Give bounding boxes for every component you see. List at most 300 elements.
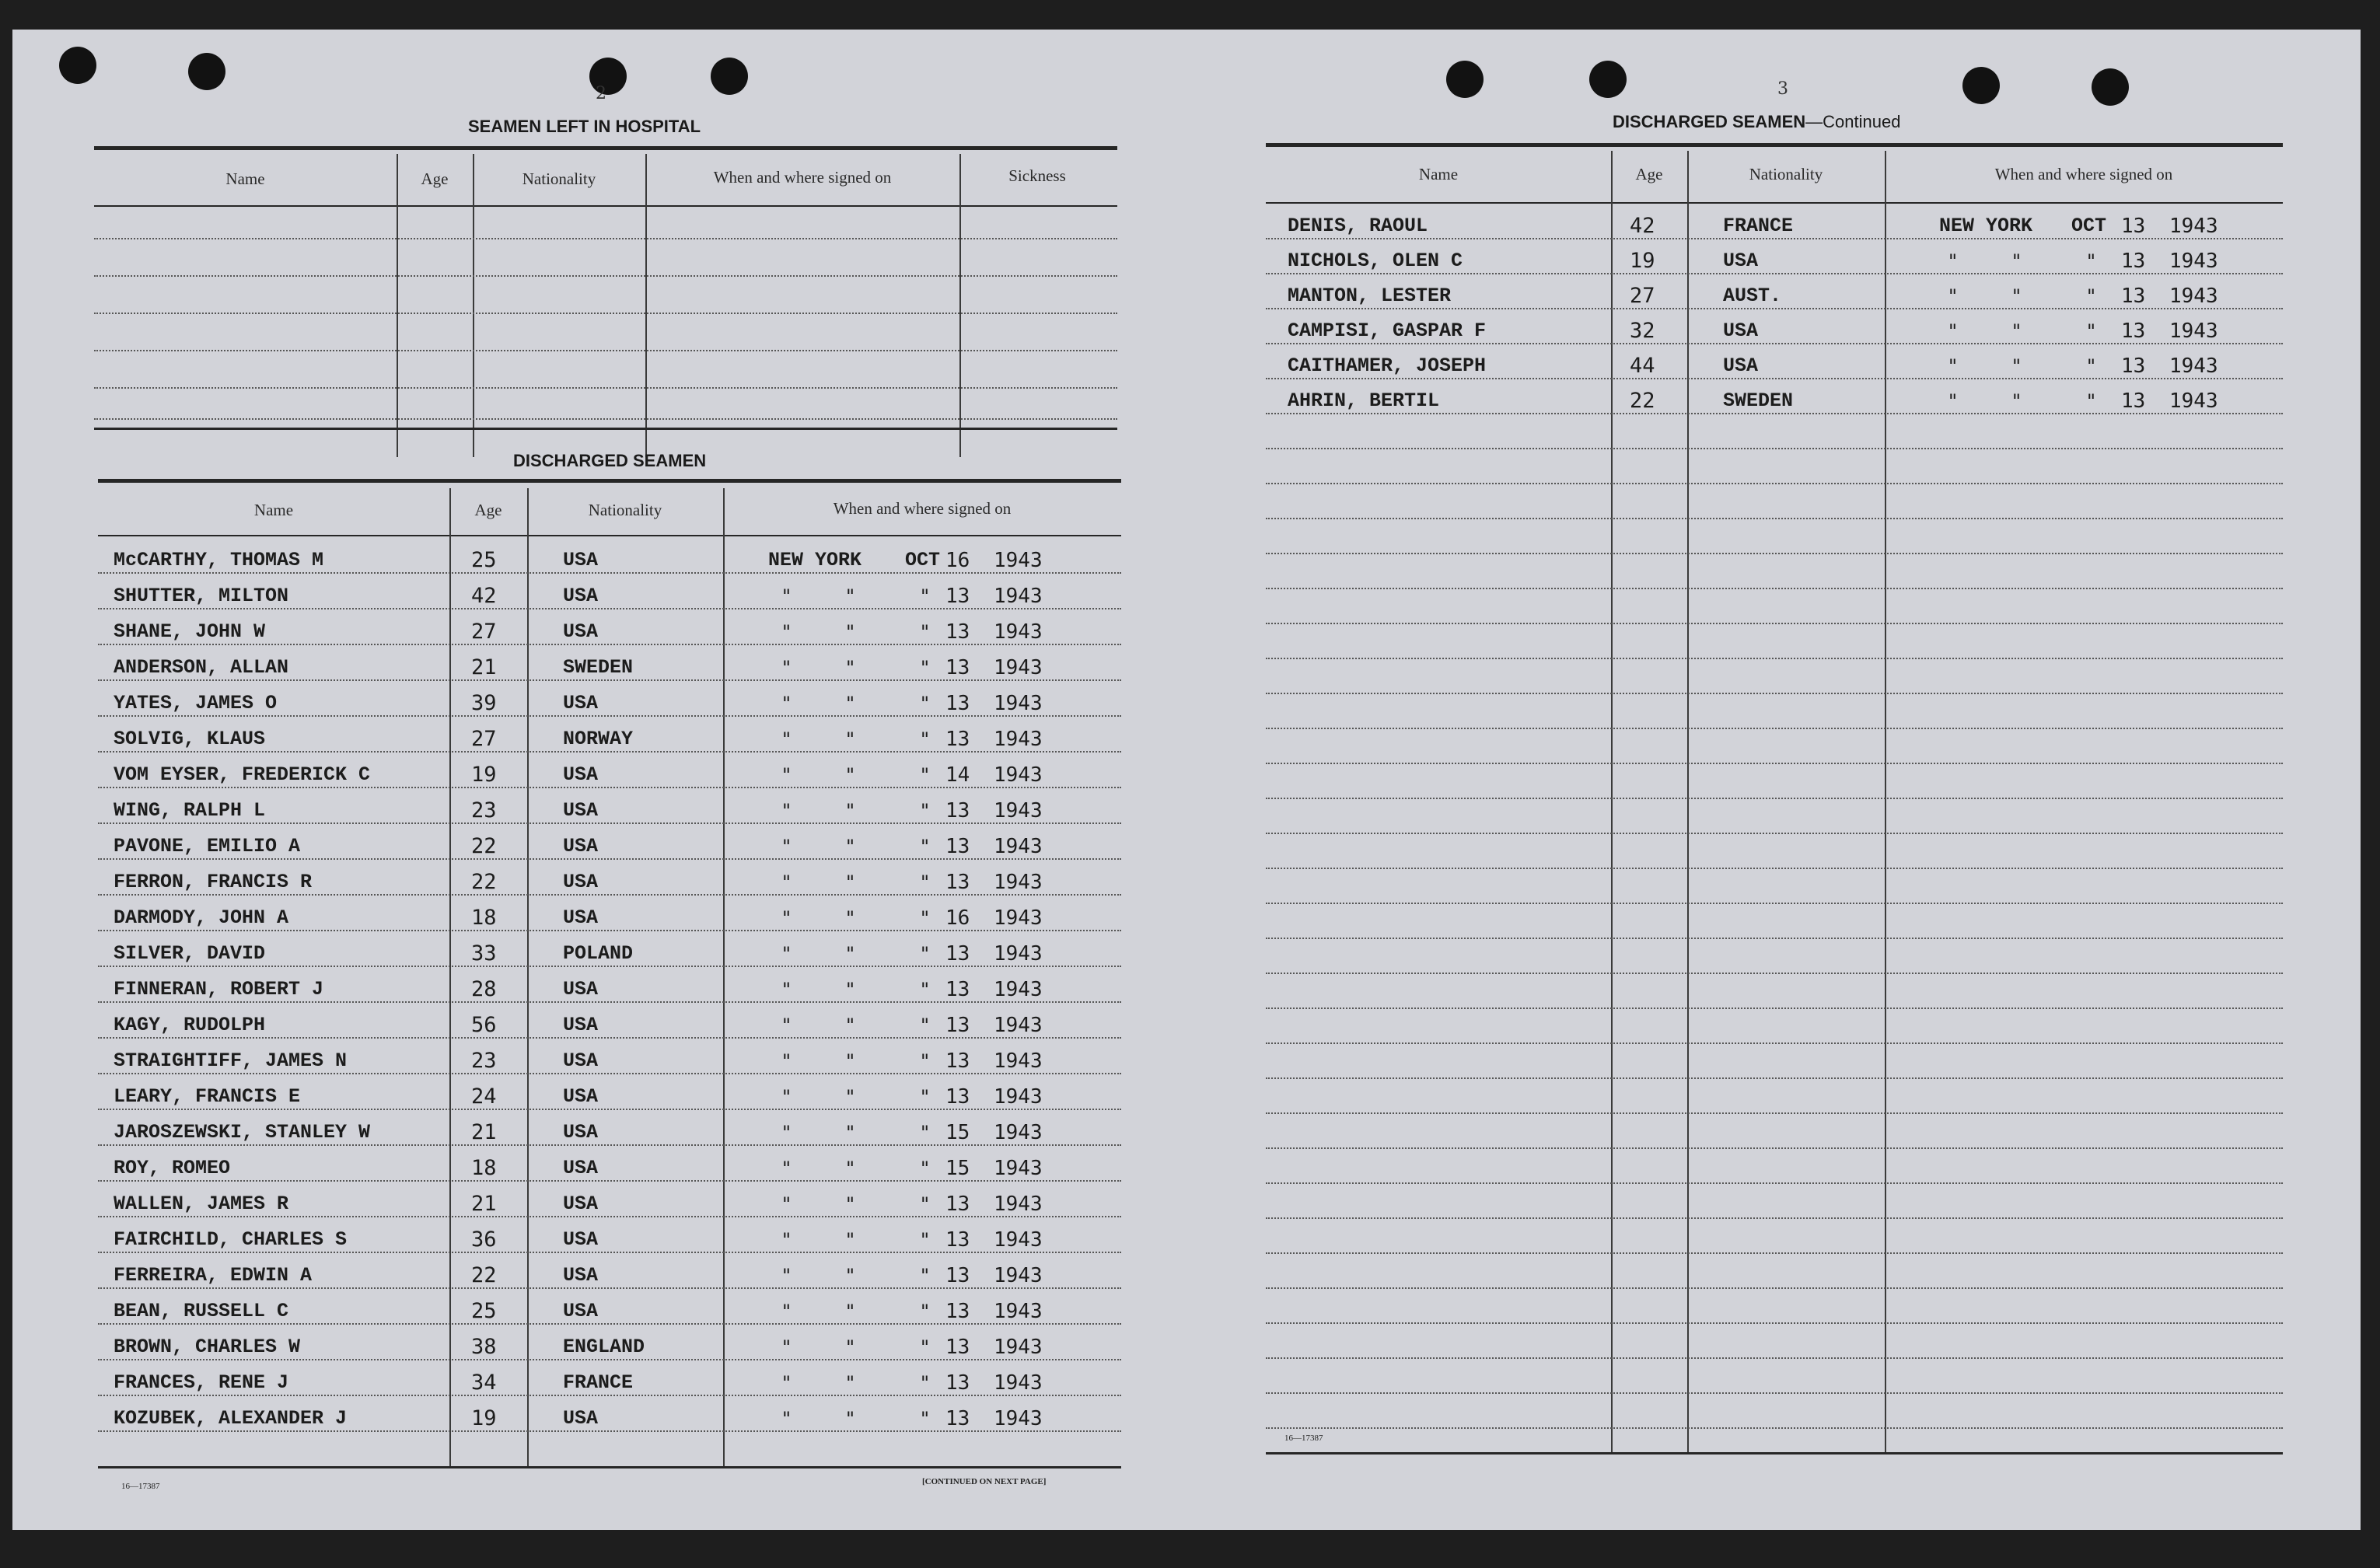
signed-on-year: 1943	[994, 620, 1043, 644]
punch-hole	[59, 47, 96, 84]
signed-on-month: "	[846, 1193, 855, 1215]
seaman-name: JAROSZEWSKI, STANLEY W	[114, 1121, 371, 1144]
signed-on-day: 13	[945, 1014, 970, 1037]
seaman-name: BROWN, CHARLES W	[114, 1336, 301, 1358]
row-line	[1266, 483, 2283, 484]
row-line	[98, 822, 1121, 824]
signed-on-year: 1943	[994, 1049, 1043, 1073]
seaman-age: 21	[471, 1192, 497, 1216]
form-number: 16—17387	[121, 1482, 160, 1491]
row-line	[1266, 308, 2283, 309]
signed-on-year: 1943	[994, 585, 1043, 608]
column-header-nationality: Nationality	[1749, 165, 1823, 183]
continued-section-title	[1613, 112, 1900, 132]
seaman-name: FERREIRA, EDWIN A	[114, 1264, 313, 1287]
signed-on-year: 1943	[994, 1371, 1043, 1395]
seaman-age: 18	[471, 1156, 497, 1180]
signed-on-year: 1943	[2169, 354, 2218, 378]
signed-on-month-ditto: "	[921, 1229, 930, 1251]
signed-on-day: 13	[945, 1300, 970, 1323]
row-line	[1266, 1217, 2283, 1219]
seaman-nationality: USA	[563, 835, 599, 857]
signed-on-place: "	[782, 1265, 792, 1287]
signed-on-month: "	[846, 1014, 855, 1036]
row-line	[1266, 1322, 2283, 1324]
signed-on-month: "	[2012, 250, 2022, 272]
row-line	[98, 679, 1121, 681]
signed-on-month-ditto: "	[921, 1086, 930, 1108]
seaman-name: CAITHAMER, JOSEPH	[1288, 354, 1487, 377]
signed-on-month: "	[2012, 320, 2022, 342]
row-line	[98, 966, 1121, 967]
signed-on-year: 1943	[994, 978, 1043, 1001]
section-title-text: DISCHARGED SEAMEN	[1613, 112, 1806, 131]
page-number: 2	[596, 84, 606, 103]
signed-on-place: "	[782, 979, 792, 1001]
signed-on-month-ditto: "	[921, 1014, 930, 1036]
row-line	[98, 1323, 1121, 1325]
column-header-age: Age	[421, 169, 449, 188]
seaman-nationality: USA	[563, 620, 599, 643]
row-line	[98, 751, 1121, 753]
seaman-age: 22	[471, 870, 497, 894]
signed-on-day: 13	[2121, 320, 2146, 343]
seaman-name: SILVER, DAVID	[114, 942, 266, 965]
signed-on-month-ditto: "	[921, 1408, 930, 1430]
seaman-age: 44	[1630, 354, 1655, 378]
discharged-header-rule	[98, 535, 1121, 536]
signed-on-year: 1943	[994, 1336, 1043, 1359]
signed-on-month: "	[846, 836, 855, 857]
signed-on-month: "	[846, 693, 855, 714]
discharged-section-title: DISCHARGED SEAMEN	[513, 451, 707, 470]
row-line	[98, 1144, 1121, 1146]
column-divider	[527, 488, 529, 1468]
punch-hole	[188, 53, 225, 90]
signed-on-month-ditto: "	[2087, 320, 2096, 342]
signed-on-day: 13	[2121, 215, 2146, 238]
signed-on-month-ditto: "	[921, 657, 930, 679]
signed-on-year: 1943	[994, 728, 1043, 751]
signed-on-month: "	[2012, 285, 2022, 307]
hospital-row-line	[94, 238, 1117, 239]
row-line	[1266, 553, 2283, 554]
signed-on-month: "	[846, 728, 855, 750]
seaman-nationality: SWEDEN	[563, 656, 634, 679]
row-line	[1266, 518, 2283, 519]
signed-on-day: 13	[945, 978, 970, 1001]
row-line	[98, 1359, 1121, 1360]
signed-on-day: 15	[945, 1121, 970, 1144]
signed-on-day: 13	[2121, 354, 2146, 378]
seaman-age: 25	[471, 548, 497, 572]
row-line	[98, 715, 1121, 717]
seaman-name: McCARTHY, THOMAS M	[114, 549, 324, 571]
signed-on-year: 1943	[994, 906, 1043, 930]
column-header-name: Name	[253, 501, 294, 519]
hospital-header-rule	[94, 205, 1117, 207]
row-line	[1266, 1077, 2283, 1079]
form-number: 16—17387	[1284, 1434, 1323, 1443]
row-line	[1266, 728, 2283, 729]
signed-on-month-ditto: "	[921, 1301, 930, 1322]
signed-on-place: "	[782, 585, 792, 607]
seaman-age: 23	[471, 1049, 497, 1073]
row-line	[1266, 1252, 2283, 1254]
seaman-nationality: FRANCE	[1723, 215, 1794, 237]
seaman-name: FINNERAN, ROBERT J	[114, 978, 324, 1001]
signed-on-day: 13	[945, 585, 970, 608]
seaman-nationality: NORWAY	[563, 728, 634, 750]
signed-on-place: "	[782, 800, 792, 822]
signed-on-month: "	[846, 979, 855, 1001]
seaman-age: 27	[1630, 284, 1655, 308]
signed-on-day: 13	[2121, 285, 2146, 308]
seaman-age: 36	[471, 1228, 497, 1252]
row-line	[98, 787, 1121, 788]
seaman-age: 33	[471, 941, 497, 966]
signed-on-month: "	[2012, 390, 2022, 412]
row-line	[1266, 938, 2283, 939]
row-line	[1266, 1427, 2283, 1429]
signed-on-place: "	[1948, 390, 1958, 412]
row-line	[1266, 1182, 2283, 1184]
seaman-name: ANDERSON, ALLAN	[114, 656, 289, 679]
column-divider	[449, 488, 451, 1468]
row-line	[98, 644, 1121, 645]
row-line	[98, 608, 1121, 609]
signed-on-month: OCT	[2071, 215, 2107, 237]
signed-on-month: "	[846, 1086, 855, 1108]
signed-on-day: 13	[945, 799, 970, 822]
signed-on-month-ditto: "	[921, 621, 930, 643]
signed-on-day: 13	[945, 942, 970, 966]
signed-on-place: NEW YORK	[1939, 215, 2033, 237]
seaman-name: AHRIN, BERTIL	[1288, 389, 1440, 412]
row-line	[1266, 1042, 2283, 1044]
row-line	[1266, 623, 2283, 624]
row-line	[1266, 693, 2283, 694]
hospital-row-line	[94, 313, 1117, 314]
seaman-nationality: USA	[563, 1049, 599, 1072]
signed-on-day: 13	[945, 692, 970, 715]
signed-on-year: 1943	[2169, 250, 2218, 273]
right-table-bottom-rule	[1266, 1452, 2283, 1455]
row-line	[98, 1430, 1121, 1432]
seaman-nationality: USA	[563, 871, 599, 893]
seaman-nationality: USA	[563, 1085, 599, 1108]
seaman-nationality: USA	[563, 1121, 599, 1144]
seaman-age: 19	[471, 1406, 497, 1430]
column-header-nationality: Nationality	[522, 169, 596, 188]
signed-on-day: 13	[945, 656, 970, 679]
seaman-name: SOLVIG, KLAUS	[114, 728, 266, 750]
column-header-when-where: When and where signed on	[1994, 165, 2173, 183]
signed-on-day: 13	[2121, 250, 2146, 273]
signed-on-day: 13	[945, 1336, 970, 1359]
column-divider	[473, 154, 474, 457]
signed-on-place: "	[782, 871, 792, 893]
signed-on-year: 1943	[994, 1121, 1043, 1144]
row-line	[98, 1037, 1121, 1039]
signed-on-month: "	[846, 1122, 855, 1144]
seaman-age: 21	[471, 1120, 497, 1144]
signed-on-day: 13	[945, 1085, 970, 1109]
signed-on-month: "	[846, 1408, 855, 1430]
seaman-nationality: USA	[563, 906, 599, 929]
signed-on-place: "	[782, 1301, 792, 1322]
document-sheet	[12, 30, 2361, 1530]
column-divider	[1885, 151, 1886, 1454]
signed-on-place: "	[782, 1158, 792, 1179]
signed-on-year: 1943	[994, 1300, 1043, 1323]
signed-on-place: "	[782, 657, 792, 679]
signed-on-month: "	[846, 907, 855, 929]
signed-on-month: "	[846, 800, 855, 822]
column-header-age: Age	[1635, 165, 1663, 183]
seaman-name: CAMPISI, GASPAR F	[1288, 320, 1487, 342]
signed-on-place: "	[782, 764, 792, 786]
row-line	[98, 1073, 1121, 1074]
signed-on-place: "	[782, 728, 792, 750]
signed-on-place: "	[782, 1408, 792, 1430]
signed-on-day: 13	[945, 728, 970, 751]
signed-on-year: 1943	[2169, 285, 2218, 308]
hospital-row-line	[94, 418, 1117, 420]
row-line	[1266, 588, 2283, 589]
signed-on-day: 16	[945, 906, 970, 930]
column-divider	[397, 154, 398, 457]
row-line	[98, 930, 1121, 931]
signed-on-day: 16	[945, 549, 970, 572]
signed-on-month-ditto: "	[921, 585, 930, 607]
signed-on-month-ditto: "	[921, 764, 930, 786]
signed-on-place: "	[782, 1050, 792, 1072]
column-header-sickness: Sickness	[1008, 166, 1066, 185]
signed-on-month-ditto: "	[921, 728, 930, 750]
seaman-name: ROY, ROMEO	[114, 1157, 231, 1179]
discharged-table-top-rule	[98, 479, 1121, 483]
seaman-name: KOZUBEK, ALEXANDER J	[114, 1407, 348, 1430]
seaman-nationality: USA	[563, 763, 599, 786]
hospital-section-title: SEAMEN LEFT IN HOSPITAL	[468, 117, 701, 136]
signed-on-day: 13	[945, 1407, 970, 1430]
seaman-nationality: USA	[563, 1300, 599, 1322]
signed-on-month-ditto: "	[2087, 390, 2096, 412]
column-divider	[645, 154, 647, 457]
seaman-name: KAGY, RUDOLPH	[114, 1014, 266, 1036]
seaman-name: SHANE, JOHN W	[114, 620, 266, 643]
signed-on-place: "	[782, 1014, 792, 1036]
hospital-row-line	[94, 350, 1117, 351]
signed-on-place: "	[782, 621, 792, 643]
signed-on-month: "	[846, 943, 855, 965]
signed-on-place: "	[782, 1193, 792, 1215]
seaman-name: NICHOLS, OLEN C	[1288, 250, 1463, 272]
row-line	[1266, 658, 2283, 659]
signed-on-place: "	[1948, 355, 1958, 377]
column-header-age: Age	[474, 501, 502, 519]
signed-on-month-ditto: "	[921, 1050, 930, 1072]
signed-on-year: 1943	[994, 835, 1043, 858]
signed-on-month-ditto: "	[921, 1158, 930, 1179]
discharged-table-bottom-rule	[98, 1466, 1121, 1468]
signed-on-place: "	[782, 943, 792, 965]
seaman-nationality: USA	[563, 1228, 599, 1251]
seaman-age: 19	[471, 763, 497, 787]
signed-on-day: 13	[945, 1264, 970, 1287]
seaman-age: 22	[471, 1263, 497, 1287]
signed-on-place: "	[782, 1372, 792, 1394]
punch-hole	[1962, 67, 2000, 104]
seaman-age: 25	[471, 1299, 497, 1323]
signed-on-place: "	[782, 1336, 792, 1358]
row-line	[1266, 763, 2283, 764]
signed-on-year: 1943	[994, 1264, 1043, 1287]
row-line	[1266, 798, 2283, 799]
signed-on-month-ditto: "	[921, 943, 930, 965]
column-divider	[959, 154, 961, 457]
seaman-age: 27	[471, 727, 497, 751]
signed-on-month-ditto: "	[921, 871, 930, 893]
column-header-nationality: Nationality	[588, 501, 662, 519]
seaman-age: 23	[471, 798, 497, 822]
seaman-name: YATES, JAMES O	[114, 692, 278, 714]
row-line	[1266, 413, 2283, 414]
seaman-name: FAIRCHILD, CHARLES S	[114, 1228, 348, 1251]
seaman-age: 18	[471, 906, 497, 930]
signed-on-place: "	[782, 1229, 792, 1251]
signed-on-place: "	[782, 1122, 792, 1144]
seaman-nationality: USA	[563, 799, 599, 822]
signed-on-day: 13	[945, 620, 970, 644]
signed-on-month-ditto: "	[921, 693, 930, 714]
signed-on-month: "	[846, 764, 855, 786]
signed-on-day: 13	[945, 871, 970, 894]
seaman-name: DARMODY, JOHN A	[114, 906, 289, 929]
page-number: 3	[1777, 79, 1788, 99]
row-line	[1266, 1357, 2283, 1359]
seaman-nationality: USA	[563, 978, 599, 1001]
row-line	[98, 572, 1121, 574]
seaman-age: 24	[471, 1084, 497, 1109]
seaman-nationality: USA	[563, 1264, 599, 1287]
seaman-nationality: USA	[563, 1014, 599, 1036]
seaman-name: DENIS, RAOUL	[1288, 215, 1428, 237]
signed-on-place: "	[782, 836, 792, 857]
row-line	[1266, 1392, 2283, 1394]
punch-hole	[1446, 61, 1484, 98]
signed-on-month-ditto: "	[2087, 355, 2096, 377]
signed-on-month: "	[846, 585, 855, 607]
row-line	[98, 1287, 1121, 1289]
signed-on-month-ditto: "	[2087, 285, 2096, 307]
row-line	[1266, 868, 2283, 869]
signed-on-year: 1943	[994, 763, 1043, 787]
row-line	[98, 1252, 1121, 1253]
seaman-name: PAVONE, EMILIO A	[114, 835, 301, 857]
signed-on-month-ditto: "	[921, 836, 930, 857]
row-line	[98, 894, 1121, 896]
row-line	[1266, 903, 2283, 904]
seaman-nationality: USA	[563, 585, 599, 607]
signed-on-day: 13	[945, 1371, 970, 1395]
signed-on-month: "	[846, 1336, 855, 1358]
seaman-nationality: USA	[563, 1157, 599, 1179]
signed-on-year: 1943	[2169, 320, 2218, 343]
signed-on-place: "	[1948, 250, 1958, 272]
signed-on-year: 1943	[994, 871, 1043, 894]
signed-on-month-ditto: "	[921, 907, 930, 929]
signed-on-day: 13	[945, 1049, 970, 1073]
signed-on-year: 1943	[994, 656, 1043, 679]
seaman-nationality: USA	[1723, 320, 1759, 342]
signed-on-month: "	[846, 1050, 855, 1072]
seaman-age: 32	[1630, 319, 1655, 343]
section-title-suffix: —Continued	[1805, 112, 1901, 131]
seaman-name: LEARY, FRANCIS E	[114, 1085, 301, 1108]
seaman-name: FRANCES, RENE J	[114, 1371, 289, 1394]
signed-on-month-ditto: "	[2087, 250, 2096, 272]
row-line	[1266, 273, 2283, 274]
signed-on-year: 1943	[994, 549, 1043, 572]
seaman-name: WING, RALPH L	[114, 799, 266, 822]
signed-on-month: "	[846, 1265, 855, 1287]
column-header-when-where: When and where signed on	[833, 499, 1012, 518]
row-line	[1266, 343, 2283, 344]
signed-on-month-ditto: "	[921, 979, 930, 1001]
hospital-table-top-rule	[94, 146, 1117, 150]
signed-on-year: 1943	[994, 799, 1043, 822]
seaman-age: 21	[471, 655, 497, 679]
signed-on-month-ditto: "	[921, 1336, 930, 1358]
seaman-name: MANTON, LESTER	[1288, 285, 1452, 307]
signed-on-day: 15	[945, 1157, 970, 1180]
seaman-nationality: SWEDEN	[1723, 389, 1794, 412]
signed-on-year: 1943	[994, 1193, 1043, 1216]
hospital-row-line	[94, 275, 1117, 277]
column-divider	[1687, 151, 1689, 1454]
seaman-nationality: USA	[1723, 354, 1759, 377]
seaman-nationality: USA	[563, 692, 599, 714]
signed-on-day: 14	[945, 763, 970, 787]
signed-on-year: 1943	[2169, 389, 2218, 413]
row-line	[1266, 833, 2283, 834]
row-line	[1266, 1112, 2283, 1114]
signed-on-place: "	[782, 907, 792, 929]
signed-on-month: "	[846, 1372, 855, 1394]
punch-hole	[1589, 61, 1627, 98]
seaman-name: STRAIGHTIFF, JAMES N	[114, 1049, 348, 1072]
seaman-age: 28	[471, 977, 497, 1001]
seaman-nationality: USA	[563, 1407, 599, 1430]
row-line	[98, 1216, 1121, 1217]
signed-on-month-ditto: "	[921, 1122, 930, 1144]
signed-on-month: "	[2012, 355, 2022, 377]
signed-on-year: 1943	[994, 942, 1043, 966]
column-header-name: Name	[225, 169, 265, 188]
row-line	[98, 1001, 1121, 1003]
row-line	[1266, 448, 2283, 449]
seaman-name: SHUTTER, MILTON	[114, 585, 289, 607]
signed-on-year: 1943	[994, 1157, 1043, 1180]
signed-on-day: 13	[945, 1228, 970, 1252]
signed-on-month: "	[846, 657, 855, 679]
seaman-nationality: USA	[563, 1193, 599, 1215]
row-line	[98, 1395, 1121, 1396]
signed-on-place: "	[782, 693, 792, 714]
signed-on-month: "	[846, 871, 855, 893]
